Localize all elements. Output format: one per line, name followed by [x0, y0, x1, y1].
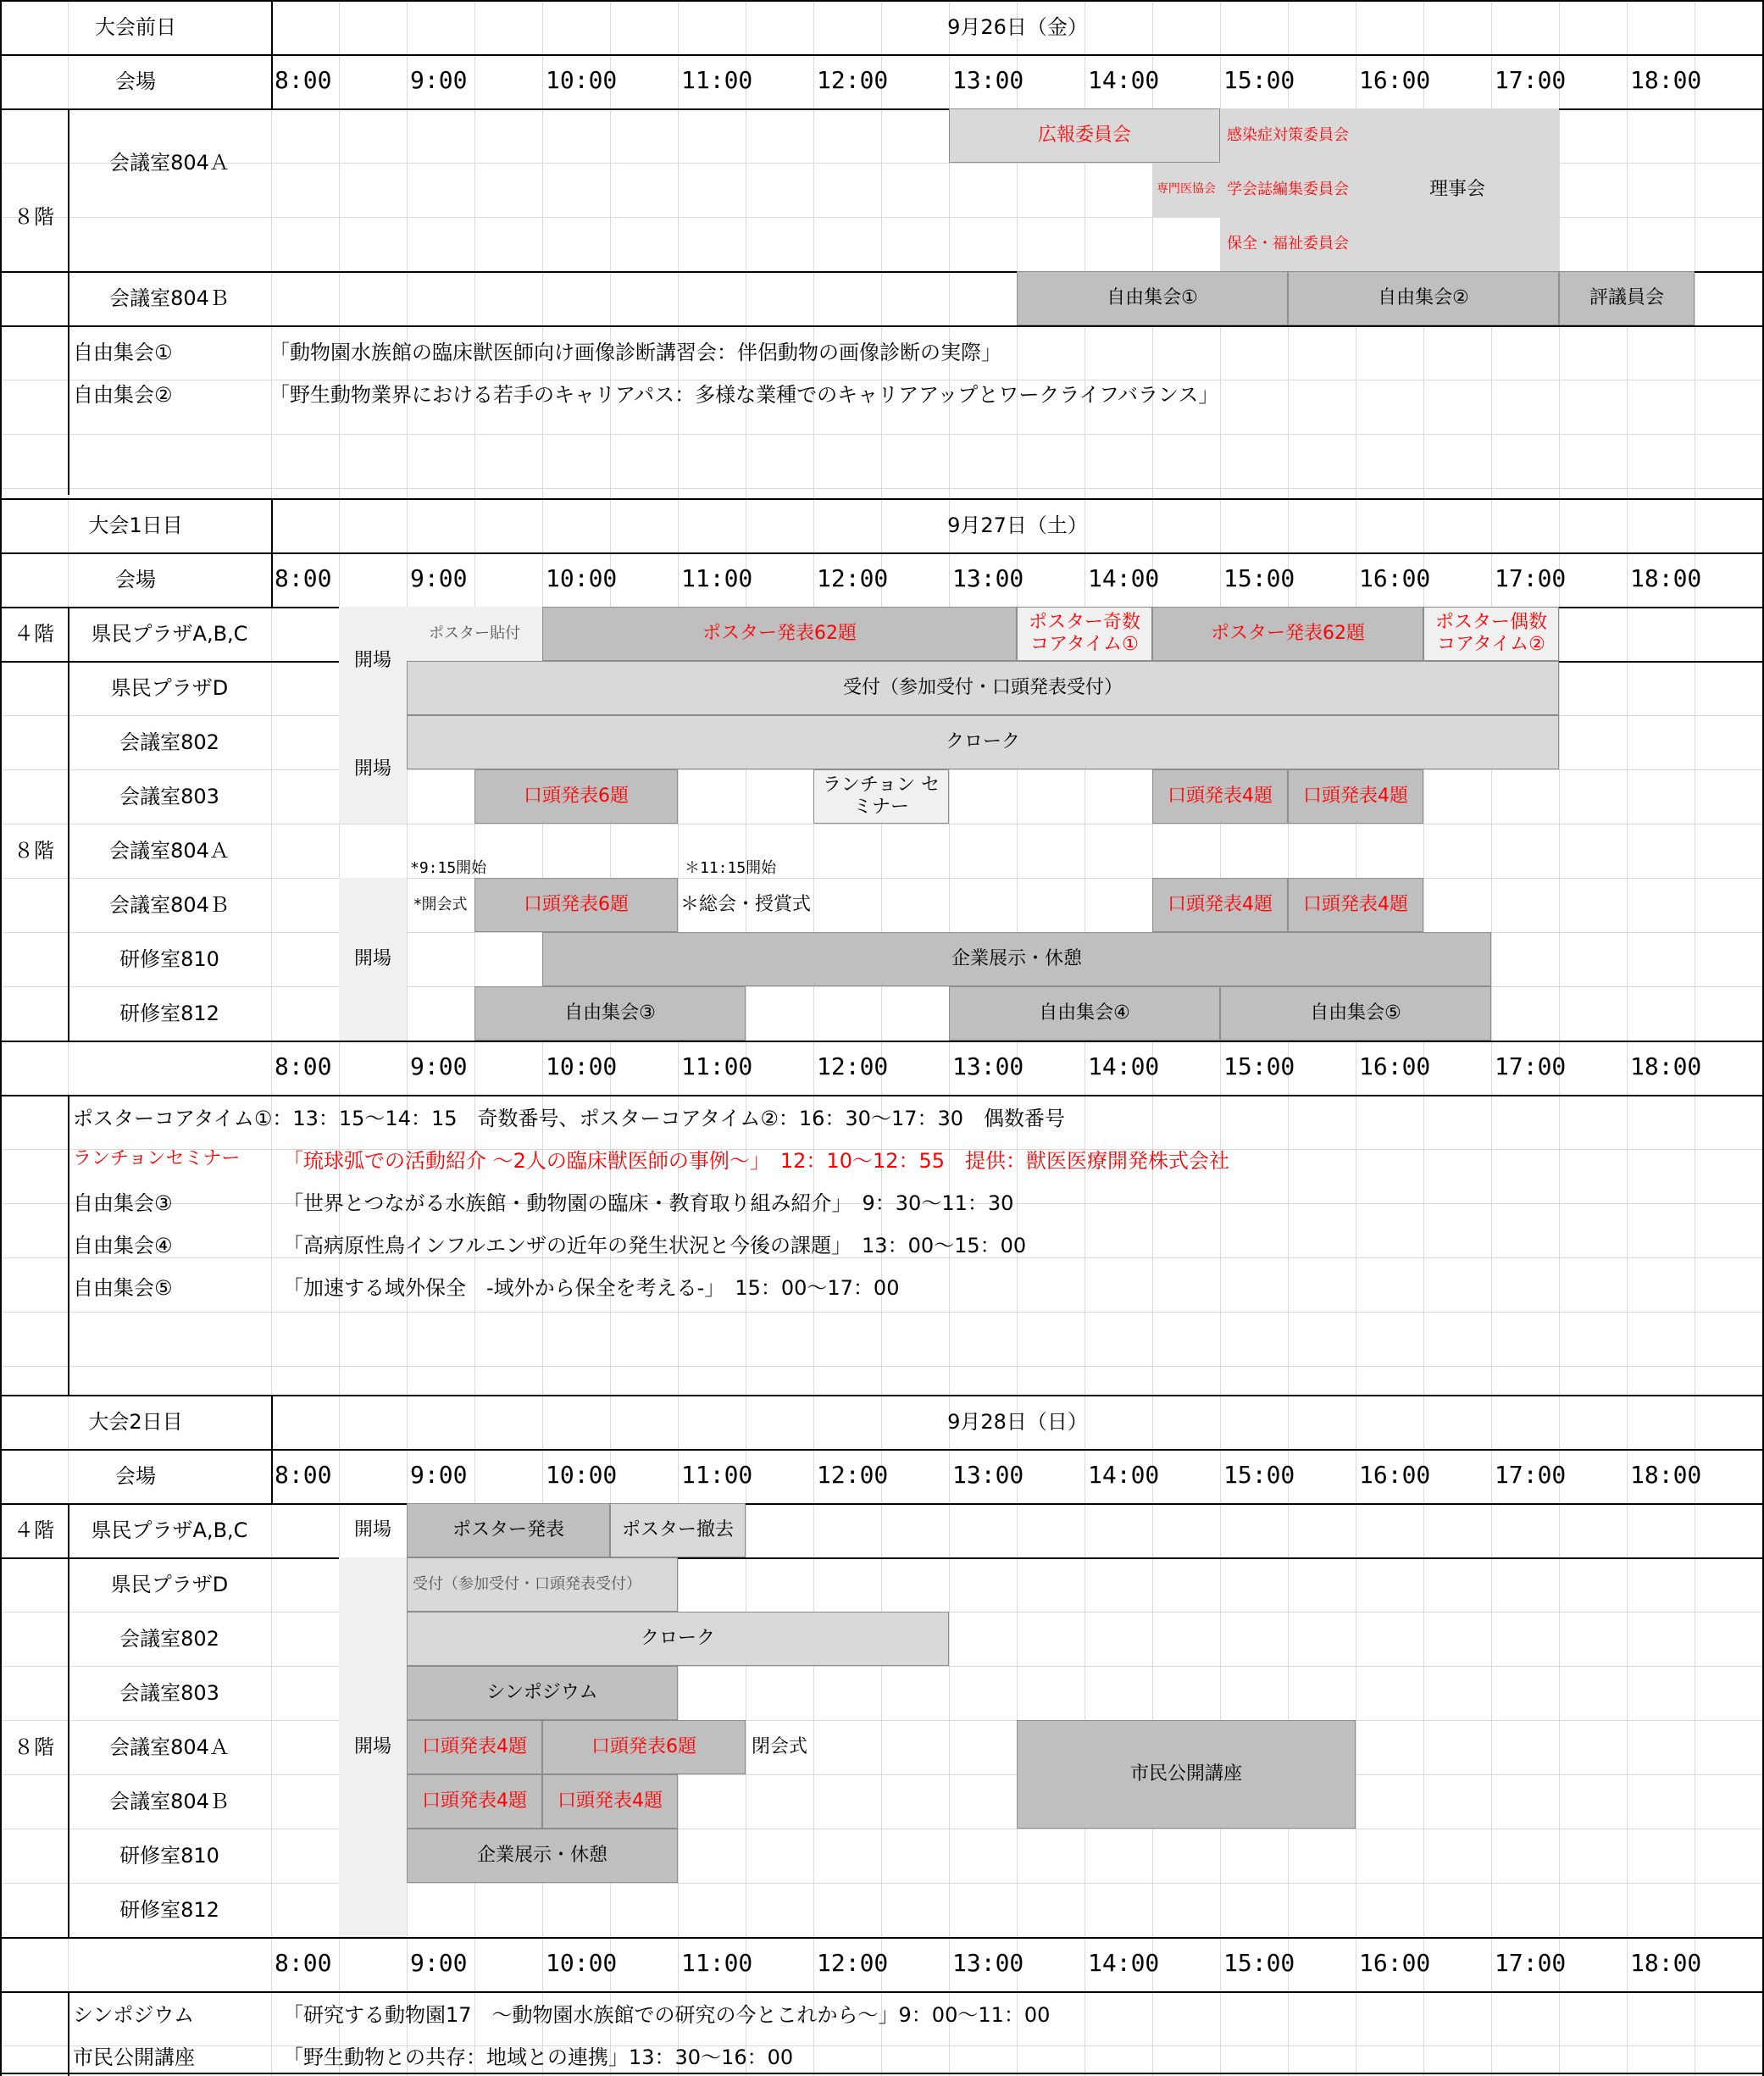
day0-room-804a: 会議室804Ａ — [109, 151, 230, 175]
day1-time-footer-label: 17:00 — [1495, 1052, 1567, 1080]
day0-time-label: 9:00 — [410, 66, 468, 94]
day2-time-footer-label: 13:00 — [952, 1949, 1024, 1977]
day2-time-footer-label: 17:00 — [1495, 1949, 1567, 1977]
day2-time-label: 12:00 — [817, 1461, 889, 1489]
day0-note-text-2: 「野生動物業界における若手のキャリアパス：多様な業種でのキャリアアップとワークライフバランス」 — [269, 383, 1219, 407]
day2-time-footer-label: 18:00 — [1630, 1949, 1702, 1977]
day1-time-label: 18:00 — [1630, 564, 1702, 592]
event-803-oral-6: 口頭発表6題 — [474, 769, 678, 824]
day1-room-803: 会議室803 — [119, 785, 219, 808]
day1-time-label: 10:00 — [546, 564, 618, 592]
border-line — [68, 1095, 69, 1395]
border-line — [0, 1095, 1764, 1096]
day2-time-label: 17:00 — [1495, 1461, 1567, 1489]
day2-time-label: 18:00 — [1630, 1461, 1702, 1489]
day0-note-text-1: 「動物園水族館の臨床獣医師向け画像診断講習会：伴侶動物の画像診断の実際」 — [269, 341, 1001, 364]
day1-room-802: 会議室802 — [119, 730, 219, 754]
note-start-1115: ＊11:15開始 — [685, 859, 777, 877]
day0-label: 大会前日 — [95, 15, 176, 39]
day2-room-812: 研修室812 — [119, 1898, 219, 1922]
event-shimin-kouza: 市民公開講座 — [1017, 1720, 1356, 1829]
day1-note-label-5: 自由集会⑤ — [73, 1276, 173, 1300]
day1-time-footer-label: 9:00 — [410, 1052, 468, 1080]
note-start-915: *9:15開始 — [410, 859, 487, 877]
grid-hline — [0, 488, 1764, 489]
event-uketsuke: 受付（参加受付・口頭発表受付） — [407, 1557, 678, 1612]
event-803-oral-4-a: 口頭発表4題 — [1152, 769, 1288, 824]
day2-note-text-1: 「研究する動物園17 ～動物園水族館での研究の今とこれから～」9：00～11：00 — [283, 2003, 1051, 2027]
day2-room-803: 会議室803 — [119, 1681, 219, 1705]
grid-hline — [0, 1312, 1764, 1313]
event-kouhou-iinkai: 広報委員会 — [949, 108, 1220, 163]
border-line — [0, 1041, 1764, 1042]
event-soukai: ＊総会・授賞式 — [680, 894, 811, 916]
day1-time-label: 16:00 — [1359, 564, 1431, 592]
event-heikaishiki: 閉会式 — [751, 1736, 807, 1758]
event-core-time-2: ポスター偶数 コアタイム② — [1423, 607, 1559, 661]
day2-time-footer-label: 8:00 — [275, 1949, 332, 1977]
day1-time-footer-label: 18:00 — [1630, 1052, 1702, 1080]
day2-opening-2: 開場 — [339, 1557, 407, 1937]
day0-time-label: 11:00 — [681, 66, 753, 94]
border-line — [68, 325, 69, 495]
day1-time-footer-label: 10:00 — [546, 1052, 618, 1080]
day2-label: 大会2日目 — [88, 1410, 183, 1434]
day0-note-label-1: 自由集会① — [73, 341, 173, 364]
event-senmon-kyokai: 専門医協会 — [1152, 163, 1220, 217]
day1-time-label: 9:00 — [410, 564, 468, 592]
day0-time-label: 13:00 — [952, 66, 1024, 94]
day1-time-label: 12:00 — [817, 564, 889, 592]
grid-vline — [813, 0, 814, 2076]
event-803-oral-4-b: 口頭発表4題 — [1288, 769, 1423, 824]
day1-date: 9月27日（土） — [947, 513, 1088, 537]
day2-opening-1: 開場 — [353, 1519, 391, 1541]
day1-note-text-3: 「世界とつながる水族館・動物園の臨床・教育取り組み紹介」 9：30～11：30 — [283, 1191, 1014, 1215]
event-luncheon-seminar: ランチョン セミナー — [813, 769, 949, 824]
day2-time-label: 11:00 — [681, 1461, 753, 1489]
day1-label: 大会1日目 — [88, 513, 183, 537]
event-poster-62-pm: ポスター発表62題 — [1152, 607, 1423, 661]
day0-time-label: 12:00 — [817, 66, 889, 94]
day1-room-810: 研修室810 — [119, 947, 219, 971]
day1-opening-3: 開場 — [339, 878, 407, 1041]
day1-time-label: 11:00 — [681, 564, 753, 592]
border-line — [0, 1937, 1764, 1939]
day2-time-footer-label: 16:00 — [1359, 1949, 1431, 1977]
event-804b-oral-4-a: 口頭発表4題 — [407, 1774, 542, 1829]
day1-time-footer-label: 8:00 — [275, 1052, 332, 1080]
day2-time-label: 13:00 — [952, 1461, 1024, 1489]
day1-time-footer-label: 11:00 — [681, 1052, 753, 1080]
border-line — [68, 1991, 69, 2076]
day1-note-1: ポスターコアタイム①：13：15～14：15 奇数番号、ポスターコアタイム②：16：30～17：30 偶数番号 — [73, 1107, 1066, 1130]
day2-time-footer-label: 11:00 — [681, 1949, 753, 1977]
day1-time-label: 8:00 — [275, 564, 332, 592]
event-hyogiin: 評議員会 — [1559, 271, 1695, 325]
event-kigyo-tenji: 企業展示・休憩 — [407, 1829, 678, 1883]
day2-room-plaza-d: 県民プラザD — [110, 1573, 229, 1596]
day1-room-812: 研修室812 — [119, 1002, 219, 1025]
day1-time-footer-label: 15:00 — [1223, 1052, 1295, 1080]
day2-note-label-2: 市民公開講座 — [73, 2045, 195, 2069]
day2-room-804a: 会議室804Ａ — [109, 1735, 230, 1759]
day2-note-text-2: 「野生動物との共存：地域との連携」13：30～16：00 — [283, 2045, 794, 2069]
event-804b-oral-4-a: 口頭発表4題 — [1152, 878, 1288, 932]
day2-time-label: 8:00 — [275, 1461, 332, 1489]
day1-room-804b: 会議室804Ｂ — [109, 893, 230, 917]
day1-time-footer-label: 14:00 — [1088, 1052, 1160, 1080]
event-kigyo-tenji: 企業展示・休憩 — [542, 932, 1491, 986]
event-gakkaishi-iinkai: 学会誌編集委員会 — [1220, 163, 1356, 217]
event-cloak: クローク — [407, 715, 1559, 769]
event-poster-happyo: ポスター発表 — [407, 1503, 610, 1557]
event-core-time-1: ポスター奇数 コアタイム① — [1017, 607, 1152, 661]
event-jiyu-4: 自由集会④ — [949, 986, 1220, 1041]
day1-venue-label: 会場 — [115, 568, 156, 591]
event-kansen-iinkai: 感染症対策委員会 — [1220, 108, 1356, 163]
day1-time-label: 13:00 — [952, 564, 1024, 592]
day2-floor8: ８階 — [14, 1735, 54, 1759]
event-poster-62-am: ポスター発表62題 — [542, 607, 1017, 661]
event-804a-oral-6: 口頭発表6題 — [542, 1720, 746, 1774]
day2-time-footer-label: 9:00 — [410, 1949, 468, 1977]
day0-time-label: 18:00 — [1630, 66, 1702, 94]
day2-room-804b: 会議室804Ｂ — [109, 1790, 230, 1813]
day1-time-label: 14:00 — [1088, 564, 1160, 592]
grid-hline — [0, 1366, 1764, 1367]
day2-floor4: ４階 — [14, 1518, 54, 1542]
event-804b-oral-4-b: 口頭発表4題 — [542, 1774, 678, 1829]
event-kaikaishiki: *開会式 — [413, 895, 468, 913]
day1-room-plaza-abc: 県民プラザA,B,C — [91, 622, 248, 646]
day2-date: 9月28日（日） — [947, 1410, 1088, 1434]
day0-floor8: ８階 — [14, 205, 54, 229]
day1-floor8: ８階 — [14, 839, 54, 863]
day0-time-label: 8:00 — [275, 66, 332, 94]
day1-opening-2: 開場 — [339, 715, 407, 824]
grid-hline — [0, 434, 1764, 435]
day2-time-label: 16:00 — [1359, 1461, 1431, 1489]
day0-time-label: 15:00 — [1223, 66, 1295, 94]
day2-room-plaza-abc: 県民プラザA,B,C — [91, 1518, 248, 1542]
day2-time-label: 10:00 — [546, 1461, 618, 1489]
border-line — [0, 2073, 1764, 2074]
day2-venue-label: 会場 — [115, 1464, 156, 1488]
event-jiyu-2: 自由集会② — [1288, 271, 1559, 325]
day2-room-802: 会議室802 — [119, 1627, 219, 1651]
border-line — [0, 1991, 1764, 1993]
event-poster-tekkyo: ポスター撤去 — [610, 1503, 746, 1557]
event-804b-oral-4-b: 口頭発表4題 — [1288, 878, 1423, 932]
day1-room-804a: 会議室804Ａ — [109, 839, 230, 863]
day0-room-804b: 会議室804Ｂ — [109, 286, 230, 310]
event-jiyu-5: 自由集会⑤ — [1220, 986, 1491, 1041]
event-poster-hari: ポスター貼付 — [407, 607, 542, 661]
day1-note-text-5: 「加速する域外保全 -域外から保全を考える-」 15：00～17：00 — [283, 1276, 900, 1300]
day1-floor4: ４階 — [14, 622, 54, 646]
day2-time-footer-label: 15:00 — [1223, 1949, 1295, 1977]
day2-note-label-1: シンポジウム — [73, 2003, 195, 2027]
day2-time-footer-label: 10:00 — [546, 1949, 618, 1977]
day1-note-label-4: 自由集会④ — [73, 1234, 173, 1257]
day1-time-label: 15:00 — [1223, 564, 1295, 592]
day0-time-label: 10:00 — [546, 66, 618, 94]
day0-time-label: 14:00 — [1088, 66, 1160, 94]
day0-time-label: 17:00 — [1495, 66, 1567, 94]
day2-time-label: 14:00 — [1088, 1461, 1160, 1489]
border-line — [0, 325, 1764, 327]
day1-room-plaza-d: 県民プラザD — [110, 676, 229, 700]
day1-time-footer-label: 12:00 — [817, 1052, 889, 1080]
event-hozen-iinkai: 保全・福祉委員会 — [1220, 217, 1356, 271]
day1-note-label-3: 自由集会③ — [73, 1191, 173, 1215]
event-symposium: シンポジウム — [407, 1666, 678, 1720]
event-804a-oral-4: 口頭発表4題 — [407, 1720, 542, 1774]
day1-note-text-4: 「高病原性鳥インフルエンザの近年の発生状況と今後の課題」 13：00～15：00 — [283, 1234, 1027, 1257]
day0-date: 9月26日（金） — [947, 15, 1088, 39]
day0-venue-label: 会場 — [115, 69, 156, 93]
event-rijikai: 理事会 — [1356, 108, 1559, 271]
grid-vline — [271, 0, 272, 2076]
event-jiyu-1: 自由集会① — [1017, 271, 1288, 325]
event-jiyu-3: 自由集会③ — [474, 986, 746, 1041]
day1-note-text-2: 「琉球弧での活動紹介 ～2人の臨床獣医師の事例～」 12：10～12：55 提供：獣医医療開発株式会社 — [283, 1149, 1230, 1173]
day0-time-label: 16:00 — [1359, 66, 1431, 94]
grid-vline — [881, 0, 882, 2076]
day1-time-footer-label: 16:00 — [1359, 1052, 1431, 1080]
grid-hline — [0, 2045, 1764, 2046]
day2-time-footer-label: 14:00 — [1088, 1949, 1160, 1977]
day1-note-label-2: ランチョンセミナー — [73, 1148, 241, 1169]
day2-time-label: 9:00 — [410, 1461, 468, 1489]
event-cloak: クローク — [407, 1612, 949, 1666]
day1-opening-1: 開場 — [339, 607, 407, 715]
day1-time-footer-label: 13:00 — [952, 1052, 1024, 1080]
day1-time-label: 17:00 — [1495, 564, 1567, 592]
day2-room-810: 研修室810 — [119, 1844, 219, 1868]
event-804b-oral-6: 口頭発表6題 — [474, 878, 678, 932]
day2-time-label: 15:00 — [1223, 1461, 1295, 1489]
day2-time-footer-label: 12:00 — [817, 1949, 889, 1977]
day0-note-label-2: 自由集会② — [73, 383, 173, 407]
event-uketsuke: 受付（参加受付・口頭発表受付） — [407, 661, 1559, 715]
